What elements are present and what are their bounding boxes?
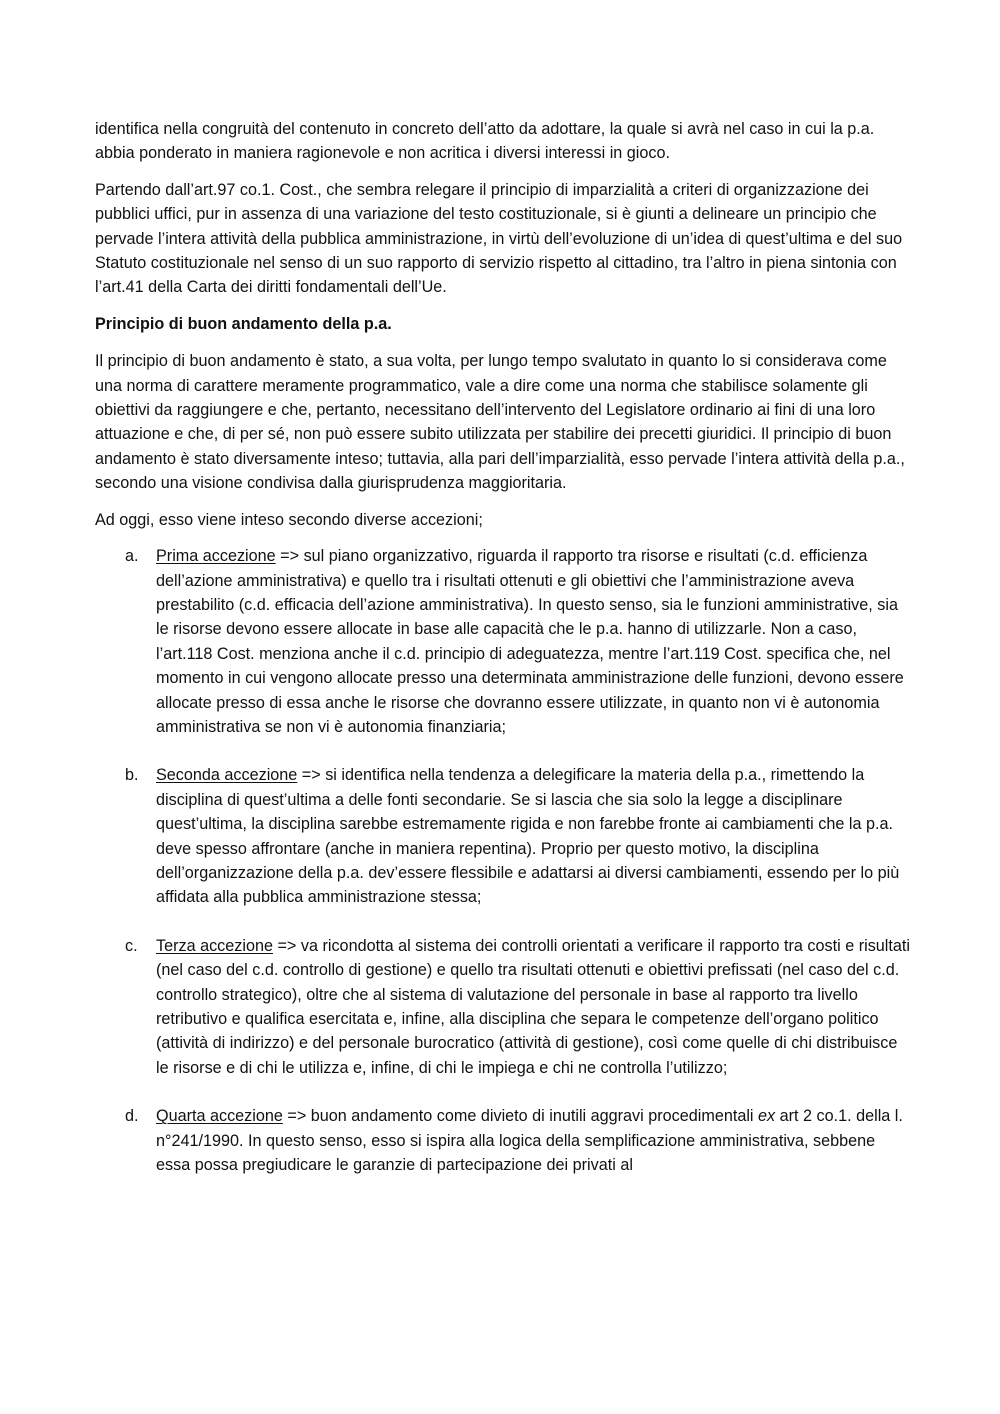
list-text-italic: ex [758, 1107, 776, 1126]
paragraph-imparzialita: Partendo dall’art.97 co.1. Cost., che sembra relegare il principio di imparzialità a criteri di organizzazione dei pubblici uffici, pur in assenza di una variazione del testo costituzionale, si è giunti a delineare un principio che pervade l’intera attività della pubblica amministrazione, in virtù dell’evoluzione di un’idea di quest’ultima e del suo Statuto costituzionale nel senso di un suo rapporto di servizio rispetto al cittadino, tra l’altro in piena sintonia con l’art.41 della Carta dei diritti fondamentali dell’Ue. [95, 180, 903, 297]
section-heading: Principio di buon andamento della p.a. [95, 314, 392, 333]
list-marker: b. [125, 766, 139, 785]
accezioni-list [95, 544, 910, 1177]
document-body [95, 117, 910, 1201]
list-item [95, 763, 910, 909]
list-term: Quarta accezione [156, 1107, 283, 1126]
list-text: => va ricondotta al sistema dei controlli orientati a verificare il rapporto tra costi e risultati (nel caso del c.d. controllo di gestione) e quello tra risultati ottenuti e obiettivi prefissati (nel caso del c.d. controllo strategico), oltre che al sistema di valutazione del personale in base al rapporto tra livello retributivo e qualifica esercitata e, infine, alla disciplina che separa le competenze dell’organo politico (attività di indirizzo) e del personale burocratico (attività di gestione), così come quelle di chi distribuisce le risorse e di chi le utilizza e, infine, di chi le impiega e chi ne controlla l’utilizzo; [156, 936, 910, 1077]
list-text: art 2 co.1. della l. n°241/1990. In questo senso, esso si ispira alla logica della semplificazione amministrativa, sebbene essa possa pregiudicare le garanzie di partecipazione dei privati al [156, 1107, 903, 1175]
list-text: => buon andamento come divieto di inutili aggravi procedimentali [282, 1107, 759, 1126]
list-term: Prima accezione [156, 547, 276, 566]
list-item [95, 1104, 910, 1177]
paragraph-buon-andamento: Il principio di buon andamento è stato, a sua volta, per lungo tempo svalutato in quanto lo si considerava come una norma di carattere meramente programmatico, vale a dire come una norma che stabilisce solamente gli obiettivi da raggiungere e che, pertanto, necessitano dell’intervento del Legislatore ordinario ai fini di una loro attuazione e che, di per sé, non può essere subito utilizzata per stabilire dei precetti giuridici. Il principio di buon andamento è stato diversamente inteso; tuttavia, alla pari dell’imparzialità, esso pervade l’intera attività della p.a., secondo una visione condivisa dalla giurisprudenza maggioritaria. [95, 352, 905, 493]
list-marker: a. [125, 547, 139, 566]
list-marker: d. [125, 1107, 139, 1126]
list-item [95, 544, 910, 739]
paragraph-accezioni-intro: Ad oggi, esso viene inteso secondo diverse accezioni; [95, 510, 483, 529]
list-term: Seconda accezione [156, 766, 298, 785]
list-text: => sul piano organizzativo, riguarda il rapporto tra risorse e risultati (c.d. efficienza dell’azione amministrativa) e quello tra i risultati ottenuti e gli obiettivi che l’amministrazione aveva prestabilito (c.d. efficacia dell’azione amministrativa). In questo senso, sia le funzioni amministrative, sia le risorse devono essere allocate in base alle capacità che le p.a. hanno di utilizzarle. Non a caso, l’art.118 Cost. menziona anche il c.d. principio di adeguatezza, mentre l’art.119 Cost. specifica che, nel momento in cui vengono allocate presso una determinata amministrazione delle funzioni, devono essere allocate presso di essa anche le risorse che dovranno essere utilizzate, in quanto non vi è autonomia amministrativa se non vi è autonomia finanziaria; [156, 547, 904, 736]
list-item [95, 934, 910, 1080]
list-marker: c. [125, 936, 138, 955]
list-text: => si identifica nella tendenza a delegificare la materia della p.a., rimettendo la disciplina di quest’ultima a delle fonti secondarie. Se si lascia che sia solo la legge a disciplinare quest’ultima, la disciplina sarebbe estremamente rigida e non farebbe fronte ai cambiamenti che la p.a. deve spesso affrontare (anche in maniera repentina). Proprio per questo motivo, la disciplina dell’organizzazione della p.a. dev’essere flessibile e adattarsi ai diversi cambiamenti, essendo per lo più affidata alla pubblica amministrazione stessa; [156, 766, 900, 907]
paragraph-continuation: identifica nella congruità del contenuto in concreto dell’atto da adottare, la quale si avrà nel caso in cui la p.a. abbia ponderato in maniera ragionevole e non acritica i diversi interessi in gioco. [95, 120, 875, 163]
list-term: Terza accezione [156, 936, 273, 955]
